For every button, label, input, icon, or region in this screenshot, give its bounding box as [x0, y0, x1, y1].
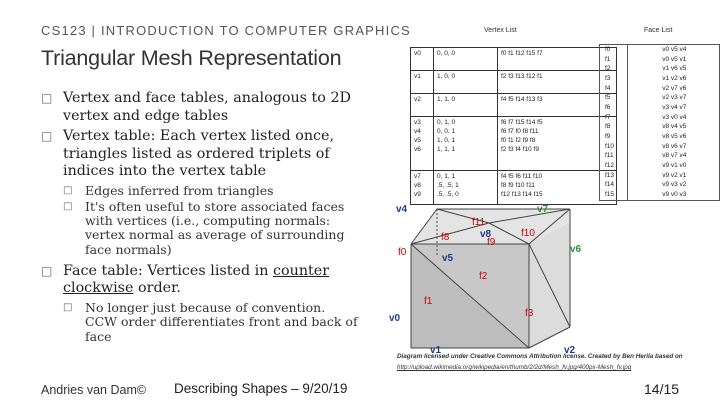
face-name: f7 [605, 113, 611, 121]
face-vertices: v0 v5 v1 [662, 55, 687, 63]
table-row [600, 45, 720, 201]
vertex-list-title: Vertex List [484, 27, 517, 34]
checkbox-bullet-icon: □ [63, 200, 73, 212]
footer-lecture: Describing Shapes – 9/20/19 [174, 381, 348, 396]
vertex-label: v1 [430, 345, 442, 356]
face-name: f11 [605, 152, 614, 160]
vertex-faces-cell: f4 f5 f14 f13 f3 [498, 94, 617, 117]
face-label: f2 [479, 271, 488, 282]
face-label: f9 [487, 237, 496, 248]
face-label: f3 [525, 308, 534, 319]
face-label: f10 [521, 228, 535, 239]
face-list-title: Face List [644, 27, 673, 34]
vertex-name-cell: v2 [411, 94, 434, 117]
vertex-name-cell: v1 [411, 71, 434, 94]
face-vertices: v8 v5 v6 [662, 132, 687, 140]
face-list-table [599, 44, 720, 201]
bullet-list [41, 90, 359, 346]
face-name: f15 [605, 190, 615, 198]
vertex-coord-cell: 0, 0, 0 [434, 48, 498, 71]
bullet-vertex-face-tables [41, 90, 359, 125]
face-name: f0 [605, 46, 611, 53]
face-vertices-column [628, 45, 720, 201]
table-row [411, 94, 617, 117]
face-vertices: v8 v7 v4 [662, 152, 687, 160]
vertex-label: v8 [480, 229, 492, 240]
face-vertices: v1 v6 v5 [662, 65, 687, 73]
subbullet-text: Edges inferred from triangles [85, 182, 274, 198]
credit-link[interactable]: http://upload.wikimedia.org/wikipedia/en/thumb/2/2d/Mesh_fv.jpg/400px-Mesh_fv.jpg [397, 364, 632, 371]
checkbox-bullet-icon: □ [63, 184, 73, 196]
bullet-text-after: order. [133, 280, 181, 297]
vertex-label: v5 [442, 253, 454, 264]
table-row [411, 117, 617, 171]
face-label: f11 [472, 217, 486, 228]
subbullet-text: It's often useful to store associated faces with vertices (i.e., computing normals: vertex normal as average of surrounding face normals) [85, 198, 345, 257]
credit-text: Diagram licensed under Creative Commons Attribution license. Created by Ben Herila based on [397, 353, 683, 360]
vertex-coord-cell: 1, 0, 0 [434, 71, 498, 94]
bullet-face-table [41, 263, 359, 298]
page-number: 14/15 [644, 381, 680, 397]
face-vertices: v9 v1 v0 [662, 161, 687, 169]
slide-title: Triangular Mesh Representation [41, 46, 342, 70]
vertex-coord-cell: 0, 1, 1 .5, .5, 1 .5, .5, 0 [434, 171, 498, 205]
subbullet-edges-inferred [63, 184, 359, 198]
vertex-label: v0 [389, 313, 401, 324]
subbullet-text: No longer just because of convention. CCW order differentiates front and back of face [85, 299, 358, 344]
face-name: f10 [605, 142, 615, 150]
face-name-column [600, 45, 628, 201]
face-vertices: v3 v4 v7 [662, 103, 687, 111]
face-name: f13 [605, 171, 615, 179]
checkbox-bullet-icon: □ [41, 129, 53, 143]
bullet-text: Vertex and face tables, analogous to 2D vertex and edge tables [63, 90, 351, 124]
vertex-coord-cell: 0, 1, 0 0, 0, 1 1, 0, 1 1, 1, 1 [434, 117, 498, 171]
vertex-label: v6 [570, 244, 582, 255]
face-label: f0 [398, 247, 407, 258]
face-vertices: v1 v2 v6 [662, 74, 687, 82]
face-name: f4 [605, 84, 611, 92]
table-row [411, 71, 617, 94]
face-name: f5 [605, 94, 611, 102]
face-name: f9 [605, 132, 611, 140]
course-header: CS123 | INTRODUCTION TO COMPUTER GRAPHICS [41, 23, 411, 38]
mesh-cube-diagram [384, 196, 594, 356]
subbullet-ccw-order [63, 301, 359, 344]
vertex-coord-cell: 1, 1, 0 [434, 94, 498, 117]
bullet-vertex-table [41, 128, 359, 181]
face-vertices: v9 v0 v3 [662, 190, 687, 198]
vertex-name-cell: v3 v4 v5 v6 [411, 117, 434, 171]
vertex-faces-cell: f6 f7 f15 f14 f5 f6 f7 f0 f8 f11 f0 f1 f2 f9 f8 f2 f3 f4 f10 f9 [498, 117, 617, 171]
face-name: f3 [605, 74, 611, 82]
vertex-name-cell: v0 [411, 48, 434, 71]
face-vertices: v2 v3 v7 [662, 94, 687, 102]
footer-author: Andries van Dam© [41, 383, 147, 397]
vertex-list-table [410, 47, 617, 205]
vertex-faces-cell: f2 f3 f13 f12 f1 [498, 71, 617, 94]
bullet-text-emphasis: counter clockwise [63, 262, 330, 297]
face-vertices: v9 v2 v1 [662, 171, 687, 179]
face-name: f14 [605, 181, 615, 189]
table-row [411, 48, 617, 71]
face-label: f8 [441, 232, 450, 243]
vertex-label: v7 [537, 204, 549, 215]
checkbox-bullet-icon: □ [63, 301, 73, 313]
bullet-text-before: Face table: Vertices listed in [63, 262, 273, 279]
face-vertices: v0 v5 v4 [662, 46, 687, 53]
face-vertices: v2 v7 v6 [662, 84, 687, 92]
face-name: f12 [605, 161, 615, 169]
face-vertices: v8 v4 v5 [662, 123, 687, 131]
face-vertices: v8 v6 v7 [662, 142, 687, 150]
diagram-credit [397, 351, 717, 373]
bullet-text: Vertex table: Each vertex listed once, triangles listed as ordered triplets of indices into the vertex table [63, 128, 335, 179]
vertex-name-cell: v7 v8 v9 [411, 171, 434, 205]
vertex-faces-cell: f4 f5 f6 f11 f10 f8 f9 f10 f11 f12 f13 f14 f15 [498, 171, 617, 205]
vertex-label: v2 [564, 345, 576, 356]
checkbox-bullet-icon: □ [41, 91, 53, 105]
face-name: f2 [605, 65, 611, 73]
face-label: f1 [424, 296, 433, 307]
face-name: f1 [605, 55, 611, 63]
vertex-label: v4 [396, 204, 408, 215]
face-name: f8 [605, 123, 611, 131]
subbullet-associated-faces [63, 200, 359, 257]
face-vertices: v3 v0 v4 [662, 113, 687, 121]
vertex-faces-cell: f0 f1 f12 f15 f7 [498, 48, 617, 71]
face-vertices: v9 v3 v2 [662, 181, 687, 189]
checkbox-bullet-icon: □ [41, 263, 53, 278]
face-name: f6 [605, 103, 611, 111]
